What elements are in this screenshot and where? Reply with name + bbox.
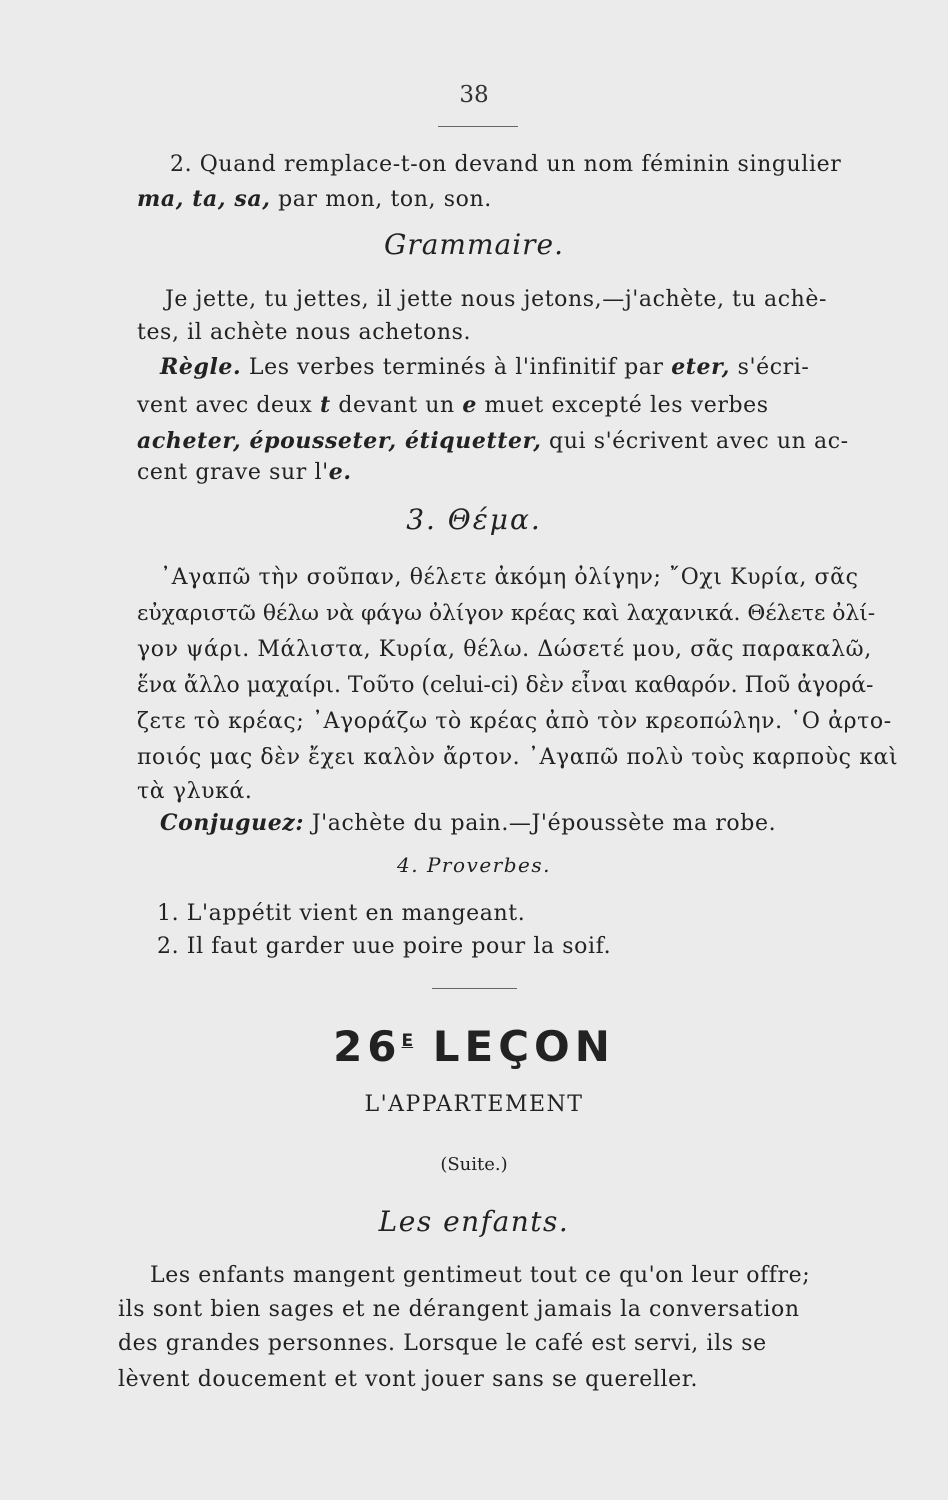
- header-rule: [438, 126, 518, 127]
- grammar-heading: Grammaire.: [383, 228, 565, 261]
- thema-line: ἕνα ἄλλο μαχαίρι. Τοῦτο (celui-ci) δὲν εἶναι καθαρόν. Ποῦ ἀγορά-: [137, 673, 874, 698]
- thema-line: ᾿Αγαπῶ τὴν σοῦπαν, θέλετε ἀκόμη ὀλίγην; ῎Οχι Κυρία, σᾶς: [160, 565, 859, 590]
- lesson-title: [0, 1022, 948, 1071]
- lesson-line: Les enfants mangent gentimeut tout ce qu'on leur offre;: [150, 1263, 811, 1288]
- rule-text: qui s'écrivent avec un ac-: [541, 429, 849, 454]
- rule-letter-t: t: [320, 392, 331, 418]
- proverb-item: 2. Il faut garder uue poire pour la soif.: [157, 934, 612, 959]
- section-heading: Les enfants.: [378, 1205, 570, 1238]
- para1-line1: 2. Quand remplace-t-on devand un nom féminin singulier: [170, 152, 842, 177]
- lesson-line: ils sont bien sages et ne dérangent jamais la conversation: [118, 1297, 800, 1322]
- rule-text: s'écri-: [730, 355, 810, 380]
- rule-text: Les verbes terminés à l'infinitif par: [241, 355, 672, 380]
- para1-line2-text: par mon, ton, son.: [270, 187, 492, 212]
- rule-line2: [137, 388, 769, 423]
- rule-letter-e: e: [462, 392, 477, 418]
- rule-line4: [137, 455, 352, 490]
- proverb-item: 1. L'appétit vient en mangeant.: [157, 901, 526, 926]
- grammar-line2: tes, il achète nous achetons.: [137, 320, 472, 345]
- lesson-suite: (Suite.): [440, 1154, 508, 1175]
- lesson-word: LEÇON: [432, 1022, 615, 1071]
- para1-line2: [137, 182, 492, 217]
- lesson-line: des grandes personnes. Lorsque le café est servi, ils se: [118, 1331, 767, 1356]
- rule-text: muet excepté les verbes: [476, 393, 769, 418]
- rule-text: devant un: [330, 393, 463, 418]
- section-divider: [432, 988, 517, 989]
- conjuguez-line: [160, 806, 776, 841]
- page-number: 38: [459, 82, 489, 108]
- lesson-subtitle: L'APPARTEMENT: [364, 1092, 584, 1117]
- conjuguez-text: J'achète du pain.—J'époussète ma robe.: [304, 811, 777, 836]
- rule-verbs: acheter, épousseter, étiquetter,: [137, 428, 542, 454]
- rule-text: vent avec deux: [137, 393, 321, 418]
- proverbs-heading: 4. Proverbes.: [397, 853, 551, 877]
- lesson-number-suffix: E: [401, 1031, 414, 1051]
- lesson-number: 26: [333, 1022, 402, 1071]
- rule-line3: [137, 424, 849, 459]
- rule-label: Règle.: [160, 354, 242, 380]
- rule-eter: eter,: [671, 354, 730, 380]
- thema-line: τὰ γλυκά.: [137, 779, 253, 804]
- thema-line: ποιός μας δὲν ἔχει καλὸν ἄρτον. ᾿Αγαπῶ πολὺ τοὺς καρποὺς καὶ: [137, 745, 899, 770]
- rule-letter-e: e.: [328, 459, 352, 485]
- rule-line1: [160, 350, 809, 385]
- thema-line: ζετε τὸ κρέας; ᾿Αγοράζω τὸ κρέας ἀπὸ τὸν κρεοπώλην. ῾Ο ἀρτο-: [137, 709, 892, 734]
- conjuguez-label: Conjuguez:: [160, 810, 305, 836]
- thema-line: γον ψάρι. Μάλιστα, Κυρία, θέλω. Δώσετέ μου, σᾶς παρακαλῶ,: [137, 637, 872, 662]
- rule-text: cent grave sur l': [137, 460, 329, 485]
- thema-heading: 3. Θέμα.: [406, 503, 542, 536]
- grammar-line1: Je jette, tu jettes, il jette nous jetons,—j'achète, tu achè-: [165, 287, 828, 312]
- para1-possessives: ma, ta, sa,: [137, 186, 271, 212]
- thema-line: εὐχαριστῶ θέλω νὰ φάγω ὀλίγον κρέας καὶ λαχανικά. Θέλετε ὀλί-: [137, 601, 876, 626]
- lesson-line: lèvent doucement et vont jouer sans se quereller.: [118, 1367, 699, 1392]
